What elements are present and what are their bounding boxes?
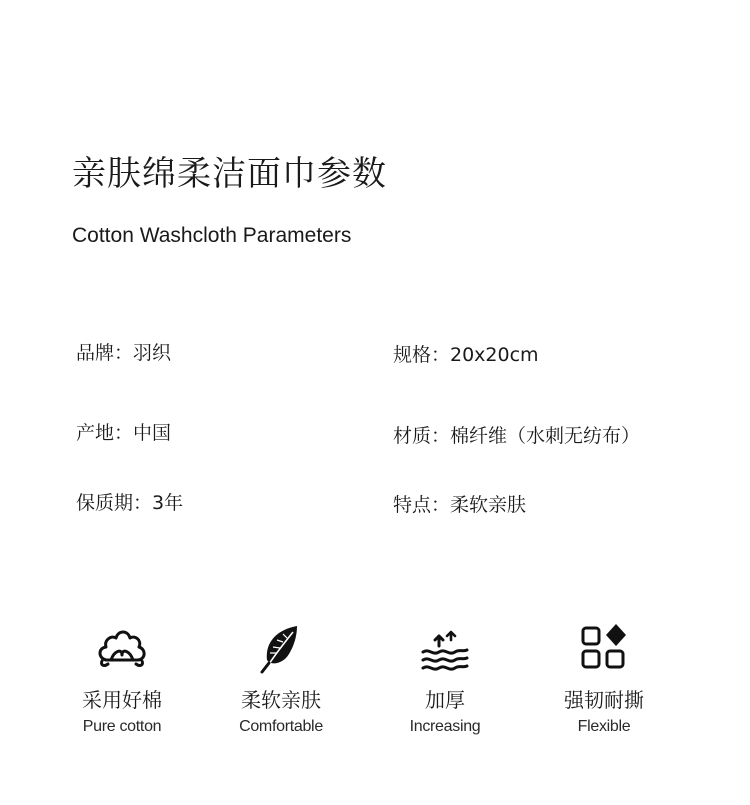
page-subtitle: Cotton Washcloth Parameters [72,224,352,247]
feature-label-en: Pure cotton [82,718,162,735]
grid-diamond-icon [576,620,632,676]
feature-increasing [370,620,520,738]
feature-pure-cotton [47,620,197,738]
thickness-icon [417,620,473,676]
spec-shelf-life: 保质期：3年 [76,492,184,514]
feature-label-zh: 柔软亲肤 [241,688,321,712]
leaf-icon [253,620,309,676]
feature-label-en: Increasing [409,718,481,735]
feature-label-en: Flexible [577,718,631,735]
feature-label-zh: 加厚 [425,688,465,712]
feature-label-zh: 采用好棉 [82,688,162,712]
spec-size: 规格：20x20cm [393,344,539,366]
spec-material: 材质：棉纤维（水刺无纺布） [393,425,641,447]
cotton-icon [94,620,150,676]
feature-label-en: Comfortable [239,718,323,735]
spec-brand: 品牌：羽织 [76,342,172,364]
spec-origin: 产地：中国 [76,422,172,444]
feature-flexible [529,620,679,738]
spec-feature: 特点：柔软亲肤 [393,494,527,516]
page-title: 亲肤绵柔洁面巾参数 [72,154,387,194]
feature-label-zh: 强韧耐撕 [564,688,644,712]
feature-comfortable [206,620,356,738]
